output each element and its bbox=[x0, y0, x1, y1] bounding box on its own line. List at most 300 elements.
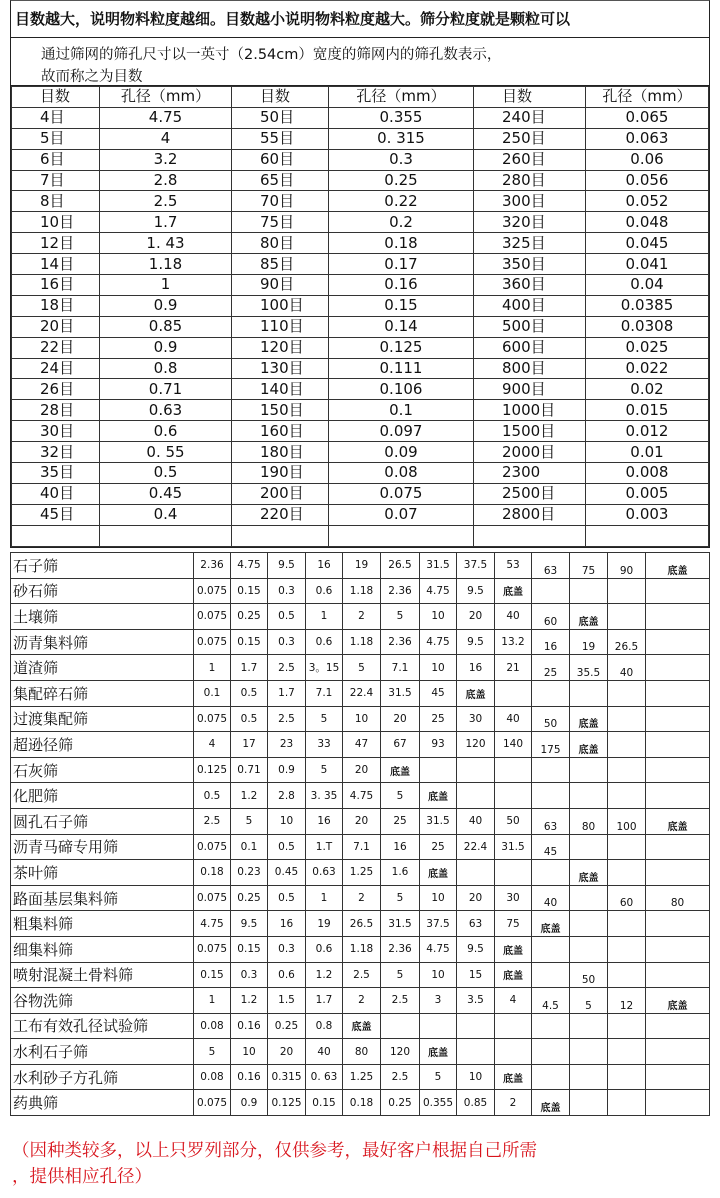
empty-cell bbox=[586, 525, 709, 546]
aperture-size-cell bbox=[532, 1039, 570, 1065]
mesh-count-cell: 250目 bbox=[474, 128, 586, 149]
aperture-size-cell: 0.63 bbox=[306, 860, 343, 886]
aperture-size-cell: 1 bbox=[194, 655, 231, 681]
aperture-size-cell: 0.3 bbox=[268, 936, 306, 962]
aperture-size-cell: 1.18 bbox=[343, 629, 381, 655]
mesh-count-cell: 70目 bbox=[232, 191, 329, 212]
aperture-size-cell: 0.08 bbox=[194, 1013, 231, 1039]
aperture-size-cell: 0.5 bbox=[194, 783, 231, 809]
bottom-pan-cell: 底盖 bbox=[495, 936, 532, 962]
aperture-size-cell: 9.5 bbox=[457, 629, 495, 655]
mesh-table-row bbox=[12, 504, 709, 525]
aperture-size-cell: 26.5 bbox=[381, 553, 420, 579]
aperture-size-cell: 0.075 bbox=[194, 706, 231, 732]
aperture-size-cell bbox=[646, 680, 710, 706]
mesh-size-section bbox=[10, 0, 710, 548]
mesh-count-cell: 1000目 bbox=[474, 400, 586, 421]
aperture-size-cell: 26.5 bbox=[608, 629, 646, 655]
aperture-size-cell: 1.7 bbox=[306, 988, 343, 1014]
empty-cell bbox=[329, 525, 474, 546]
aperture-size-cell bbox=[646, 911, 710, 937]
aperture-size-cell: 0.15 bbox=[231, 936, 268, 962]
aperture-cell: 0.01 bbox=[586, 442, 709, 463]
mesh-count-cell: 18目 bbox=[12, 295, 100, 316]
aperture-size-cell: 0.85 bbox=[457, 1090, 495, 1116]
aperture-size-cell bbox=[608, 706, 646, 732]
aperture-size-cell: 0.15 bbox=[231, 578, 268, 604]
aperture-size-cell: 45 bbox=[420, 680, 457, 706]
aperture-size-cell bbox=[646, 1013, 710, 1039]
mesh-count-cell: 30目 bbox=[12, 421, 100, 442]
aperture-size-cell: 16 bbox=[532, 629, 570, 655]
aperture-size-cell: 0.18 bbox=[194, 860, 231, 886]
aperture-size-cell bbox=[646, 860, 710, 886]
empty-cell bbox=[12, 525, 100, 546]
aperture-size-cell: 22.4 bbox=[457, 834, 495, 860]
mesh-count-cell: 6目 bbox=[12, 149, 100, 170]
aperture-size-cell: 16 bbox=[306, 553, 343, 579]
aperture-size-cell: 13.2 bbox=[495, 629, 532, 655]
mesh-table-body bbox=[12, 107, 709, 546]
sieve-type-name: 沥青集料筛 bbox=[11, 629, 194, 655]
aperture-size-cell: 33 bbox=[306, 732, 343, 758]
aperture-size-cell: 31.5 bbox=[495, 834, 532, 860]
sieve-table-row bbox=[11, 936, 710, 962]
aperture-size-cell: 1.18 bbox=[343, 936, 381, 962]
aperture-size-cell: 0.15 bbox=[194, 962, 231, 988]
aperture-cell: 0.106 bbox=[329, 379, 474, 400]
sieve-table-row bbox=[11, 553, 710, 579]
aperture-size-cell: 2.36 bbox=[381, 629, 420, 655]
aperture-size-cell: 16 bbox=[457, 655, 495, 681]
aperture-size-cell bbox=[495, 1039, 532, 1065]
mesh-count-cell: 360目 bbox=[474, 275, 586, 296]
sieve-table-row bbox=[11, 604, 710, 630]
aperture-size-cell bbox=[646, 732, 710, 758]
mesh-table-header-row bbox=[12, 87, 709, 108]
aperture-size-cell: 10 bbox=[420, 962, 457, 988]
sieve-table-row bbox=[11, 757, 710, 783]
sieve-table-row bbox=[11, 680, 710, 706]
bottom-pan-cell: 底盖 bbox=[420, 783, 457, 809]
aperture-size-cell: 50 bbox=[570, 962, 608, 988]
aperture-size-cell: 0.25 bbox=[231, 885, 268, 911]
aperture-size-cell: 0.18 bbox=[343, 1090, 381, 1116]
aperture-size-cell: 4.75 bbox=[194, 911, 231, 937]
aperture-size-cell: 4.75 bbox=[420, 936, 457, 962]
aperture-size-cell: 0.25 bbox=[231, 604, 268, 630]
aperture-size-cell: 10 bbox=[420, 604, 457, 630]
mesh-count-cell: 85目 bbox=[232, 254, 329, 275]
aperture-size-cell: 1.2 bbox=[306, 962, 343, 988]
mesh-count-cell: 130目 bbox=[232, 358, 329, 379]
mesh-count-cell: 2800目 bbox=[474, 504, 586, 525]
aperture-size-cell: 16 bbox=[306, 808, 343, 834]
aperture-size-cell: 19 bbox=[570, 629, 608, 655]
aperture-cell: 0.8 bbox=[100, 358, 232, 379]
aperture-size-cell bbox=[570, 680, 608, 706]
aperture-size-cell: 0.3 bbox=[231, 962, 268, 988]
aperture-cell: 0.09 bbox=[329, 442, 474, 463]
aperture-size-cell: 3。15 bbox=[306, 655, 343, 681]
aperture-size-cell: 20 bbox=[268, 1039, 306, 1065]
aperture-size-cell: 0.71 bbox=[231, 757, 268, 783]
aperture-size-cell: 1.7 bbox=[231, 655, 268, 681]
aperture-size-cell: 2 bbox=[495, 1090, 532, 1116]
aperture-size-cell: 4.75 bbox=[343, 783, 381, 809]
aperture-size-cell: 10 bbox=[343, 706, 381, 732]
aperture-size-cell bbox=[532, 860, 570, 886]
mesh-aperture-table bbox=[11, 86, 709, 547]
mesh-count-cell: 32目 bbox=[12, 442, 100, 463]
mesh-count-cell: 200目 bbox=[232, 483, 329, 504]
aperture-size-cell: 10 bbox=[457, 1064, 495, 1090]
disclaimer-line-2: ，提供相应孔径） bbox=[12, 1167, 152, 1187]
sieve-type-name: 茶叶筛 bbox=[11, 860, 194, 886]
aperture-size-cell: 0.6 bbox=[306, 936, 343, 962]
aperture-size-cell: 7.1 bbox=[343, 834, 381, 860]
aperture-size-cell bbox=[608, 1064, 646, 1090]
aperture-size-cell: 5 bbox=[381, 885, 420, 911]
mesh-count-cell: 600目 bbox=[474, 337, 586, 358]
aperture-size-cell: 17 bbox=[231, 732, 268, 758]
mesh-count-cell: 14目 bbox=[12, 254, 100, 275]
aperture-size-cell: 4.75 bbox=[420, 629, 457, 655]
aperture-size-cell: 120 bbox=[381, 1039, 420, 1065]
bottom-pan-cell: 底盖 bbox=[381, 757, 420, 783]
aperture-size-cell: 1.25 bbox=[343, 860, 381, 886]
aperture-size-cell: 5 bbox=[420, 1064, 457, 1090]
aperture-cell: 4 bbox=[100, 128, 232, 149]
aperture-size-cell: 4.75 bbox=[231, 553, 268, 579]
aperture-size-cell: 15 bbox=[457, 962, 495, 988]
mesh-table-row bbox=[12, 337, 709, 358]
mesh-table-row bbox=[12, 295, 709, 316]
aperture-size-cell: 0.15 bbox=[231, 629, 268, 655]
aperture-size-cell: 40 bbox=[495, 604, 532, 630]
aperture-size-cell: 0.075 bbox=[194, 834, 231, 860]
aperture-cell: 0.041 bbox=[586, 254, 709, 275]
aperture-size-cell: 0.08 bbox=[194, 1064, 231, 1090]
aperture-size-cell: 0.5 bbox=[268, 604, 306, 630]
intro-title: 目数越大，说明物料粒度越细。目数越小说明物料粒度越大。筛分粒度就是颗粒可以 bbox=[11, 1, 709, 38]
aperture-size-cell bbox=[646, 655, 710, 681]
mesh-table-row bbox=[12, 275, 709, 296]
aperture-size-cell: 0.075 bbox=[194, 1090, 231, 1116]
aperture-size-cell bbox=[570, 757, 608, 783]
aperture-cell: 1. 43 bbox=[100, 233, 232, 254]
aperture-size-cell: 30 bbox=[457, 706, 495, 732]
aperture-size-cell: 0.9 bbox=[231, 1090, 268, 1116]
aperture-size-cell: 31.5 bbox=[420, 553, 457, 579]
aperture-size-cell: 10 bbox=[268, 808, 306, 834]
aperture-size-cell: 2.5 bbox=[381, 988, 420, 1014]
aperture-size-cell: 25 bbox=[420, 706, 457, 732]
aperture-size-cell: 2.36 bbox=[381, 936, 420, 962]
aperture-size-cell bbox=[570, 1013, 608, 1039]
aperture-size-cell bbox=[381, 1013, 420, 1039]
aperture-size-cell: 0.25 bbox=[381, 1090, 420, 1116]
aperture-cell: 2.5 bbox=[100, 191, 232, 212]
sieve-type-name: 细集料筛 bbox=[11, 936, 194, 962]
aperture-cell: 0.18 bbox=[329, 233, 474, 254]
aperture-size-cell: 16 bbox=[268, 911, 306, 937]
empty-cell bbox=[474, 525, 586, 546]
aperture-size-cell: 1.6 bbox=[381, 860, 420, 886]
aperture-size-cell: 4.75 bbox=[420, 578, 457, 604]
aperture-cell: 0.022 bbox=[586, 358, 709, 379]
aperture-size-cell: 2.36 bbox=[381, 578, 420, 604]
mesh-count-cell: 190目 bbox=[232, 463, 329, 484]
mesh-count-cell: 350目 bbox=[474, 254, 586, 275]
aperture-size-cell: 10 bbox=[420, 885, 457, 911]
column-header: 目数 bbox=[474, 87, 586, 108]
aperture-cell: 0.005 bbox=[586, 483, 709, 504]
mesh-count-cell: 10目 bbox=[12, 212, 100, 233]
aperture-size-cell: 80 bbox=[646, 885, 710, 911]
aperture-size-cell: 5 bbox=[231, 808, 268, 834]
sieve-type-name: 谷物洗筛 bbox=[11, 988, 194, 1014]
aperture-size-cell: 0.23 bbox=[231, 860, 268, 886]
aperture-size-cell bbox=[570, 885, 608, 911]
aperture-size-cell: 5 bbox=[570, 988, 608, 1014]
aperture-cell: 0.052 bbox=[586, 191, 709, 212]
aperture-cell: 0.02 bbox=[586, 379, 709, 400]
aperture-cell: 0.45 bbox=[100, 483, 232, 504]
mesh-count-cell: 100目 bbox=[232, 295, 329, 316]
aperture-size-cell bbox=[532, 1013, 570, 1039]
aperture-size-cell: 80 bbox=[343, 1039, 381, 1065]
aperture-size-cell: 40 bbox=[608, 655, 646, 681]
aperture-size-cell: 22.4 bbox=[343, 680, 381, 706]
aperture-size-cell: 0.45 bbox=[268, 860, 306, 886]
aperture-size-cell: 2.5 bbox=[268, 706, 306, 732]
aperture-size-cell: 5 bbox=[306, 706, 343, 732]
sieve-type-name: 石子筛 bbox=[11, 553, 194, 579]
aperture-size-cell: 0.075 bbox=[194, 604, 231, 630]
aperture-size-cell: 19 bbox=[306, 911, 343, 937]
aperture-size-cell bbox=[570, 578, 608, 604]
aperture-size-cell: 9.5 bbox=[457, 578, 495, 604]
aperture-size-cell: 1 bbox=[306, 885, 343, 911]
aperture-size-cell: 30 bbox=[495, 885, 532, 911]
intro-note-line-1: 通过筛网的筛孔尺寸以一英寸（2.54cm）宽度的筛网内的筛孔数表示， bbox=[41, 47, 502, 63]
mesh-table-row bbox=[12, 107, 709, 128]
aperture-size-cell bbox=[570, 783, 608, 809]
sieve-table-row bbox=[11, 1013, 710, 1039]
aperture-size-cell: 0.16 bbox=[231, 1064, 268, 1090]
mesh-count-cell: 2000目 bbox=[474, 442, 586, 463]
aperture-size-cell bbox=[608, 578, 646, 604]
aperture-size-cell: 2 bbox=[343, 885, 381, 911]
mesh-count-cell: 45目 bbox=[12, 504, 100, 525]
aperture-size-cell: 67 bbox=[381, 732, 420, 758]
aperture-size-cell bbox=[608, 757, 646, 783]
mesh-count-cell: 26目 bbox=[12, 379, 100, 400]
aperture-size-cell bbox=[608, 936, 646, 962]
aperture-cell: 0.15 bbox=[329, 295, 474, 316]
aperture-cell: 0.16 bbox=[329, 275, 474, 296]
sieve-series-section bbox=[10, 552, 710, 1116]
mesh-count-cell: 2300 bbox=[474, 463, 586, 484]
aperture-cell: 0.015 bbox=[586, 400, 709, 421]
sieve-table-row bbox=[11, 783, 710, 809]
aperture-size-cell bbox=[646, 629, 710, 655]
aperture-cell: 0.075 bbox=[329, 483, 474, 504]
mesh-table-row bbox=[12, 421, 709, 442]
mesh-count-cell: 300目 bbox=[474, 191, 586, 212]
aperture-size-cell bbox=[532, 936, 570, 962]
mesh-table-row bbox=[12, 149, 709, 170]
sieve-table-row bbox=[11, 578, 710, 604]
aperture-size-cell: 0.075 bbox=[194, 629, 231, 655]
sieve-type-name: 水利砂子方孔筛 bbox=[11, 1064, 194, 1090]
aperture-size-cell: 20 bbox=[343, 757, 381, 783]
mesh-table-row bbox=[12, 483, 709, 504]
aperture-size-cell: 1.7 bbox=[268, 680, 306, 706]
mesh-count-cell: 24目 bbox=[12, 358, 100, 379]
sieve-type-name: 石灰筛 bbox=[11, 757, 194, 783]
aperture-cell: 0.25 bbox=[329, 170, 474, 191]
sieve-type-name: 粗集料筛 bbox=[11, 911, 194, 937]
aperture-cell: 0.9 bbox=[100, 337, 232, 358]
mesh-count-cell: 320目 bbox=[474, 212, 586, 233]
sieve-table-row bbox=[11, 732, 710, 758]
mesh-count-cell: 260目 bbox=[474, 149, 586, 170]
aperture-size-cell: 75 bbox=[570, 553, 608, 579]
aperture-cell: 0.012 bbox=[586, 421, 709, 442]
mesh-count-cell: 140目 bbox=[232, 379, 329, 400]
aperture-size-cell bbox=[532, 680, 570, 706]
aperture-size-cell: 0.5 bbox=[231, 680, 268, 706]
mesh-count-cell: 500目 bbox=[474, 316, 586, 337]
aperture-cell: 0.2 bbox=[329, 212, 474, 233]
aperture-size-cell: 0.125 bbox=[268, 1090, 306, 1116]
mesh-count-cell: 75目 bbox=[232, 212, 329, 233]
mesh-table-empty-row bbox=[12, 525, 709, 546]
sieve-table-row bbox=[11, 1039, 710, 1065]
mesh-count-cell: 1500目 bbox=[474, 421, 586, 442]
column-header: 孔径（mm） bbox=[100, 87, 232, 108]
aperture-size-cell bbox=[420, 757, 457, 783]
sieve-table-row bbox=[11, 911, 710, 937]
aperture-size-cell: 0.3 bbox=[268, 629, 306, 655]
sieve-type-name: 砂石筛 bbox=[11, 578, 194, 604]
aperture-cell: 0.3 bbox=[329, 149, 474, 170]
column-header: 目数 bbox=[12, 87, 100, 108]
aperture-size-cell: 40 bbox=[532, 885, 570, 911]
aperture-cell: 0.111 bbox=[329, 358, 474, 379]
aperture-size-cell bbox=[457, 783, 495, 809]
aperture-size-cell bbox=[532, 962, 570, 988]
aperture-cell: 0.125 bbox=[329, 337, 474, 358]
sieve-type-name: 过渡集配筛 bbox=[11, 706, 194, 732]
bottom-pan-cell: 底盖 bbox=[570, 706, 608, 732]
aperture-size-cell bbox=[646, 1064, 710, 1090]
aperture-size-cell: 40 bbox=[495, 706, 532, 732]
aperture-size-cell: 10 bbox=[420, 655, 457, 681]
bottom-pan-cell: 底盖 bbox=[570, 732, 608, 758]
aperture-size-cell bbox=[646, 706, 710, 732]
aperture-size-cell bbox=[608, 680, 646, 706]
mesh-count-cell: 80目 bbox=[232, 233, 329, 254]
aperture-size-cell: 31.5 bbox=[381, 680, 420, 706]
aperture-size-cell bbox=[608, 1090, 646, 1116]
aperture-size-cell: 0.6 bbox=[306, 629, 343, 655]
mesh-count-cell: 90目 bbox=[232, 275, 329, 296]
aperture-size-cell: 9.5 bbox=[231, 911, 268, 937]
aperture-size-cell: 0.9 bbox=[268, 757, 306, 783]
aperture-size-cell: 1.25 bbox=[343, 1064, 381, 1090]
aperture-cell: 0.17 bbox=[329, 254, 474, 275]
aperture-size-cell: 4 bbox=[194, 732, 231, 758]
intro-note-line-2: 故而称之为目数 bbox=[41, 69, 143, 85]
aperture-size-cell: 21 bbox=[495, 655, 532, 681]
aperture-cell: 0.003 bbox=[586, 504, 709, 525]
sieve-type-name: 土壤筛 bbox=[11, 604, 194, 630]
aperture-cell: 0.045 bbox=[586, 233, 709, 254]
aperture-cell: 1.7 bbox=[100, 212, 232, 233]
aperture-size-cell: 9.5 bbox=[457, 936, 495, 962]
aperture-size-cell: 12 bbox=[608, 988, 646, 1014]
aperture-cell: 0.85 bbox=[100, 316, 232, 337]
aperture-size-cell: 5 bbox=[194, 1039, 231, 1065]
mesh-count-cell: 8目 bbox=[12, 191, 100, 212]
mesh-table-row bbox=[12, 212, 709, 233]
aperture-size-cell: 0.25 bbox=[268, 1013, 306, 1039]
aperture-size-cell: 40 bbox=[306, 1039, 343, 1065]
column-header: 孔径（mm） bbox=[586, 87, 709, 108]
mesh-table-row bbox=[12, 254, 709, 275]
aperture-size-cell: 0.16 bbox=[231, 1013, 268, 1039]
bottom-pan-cell: 底盖 bbox=[570, 860, 608, 886]
aperture-size-cell bbox=[608, 911, 646, 937]
aperture-size-cell: 0.6 bbox=[306, 578, 343, 604]
aperture-cell: 0.025 bbox=[586, 337, 709, 358]
aperture-size-cell: 0.1 bbox=[231, 834, 268, 860]
aperture-size-cell bbox=[608, 604, 646, 630]
sieve-table-row bbox=[11, 1064, 710, 1090]
aperture-size-cell: 0.5 bbox=[231, 706, 268, 732]
aperture-size-cell: 2.8 bbox=[268, 783, 306, 809]
aperture-size-cell: 20 bbox=[457, 604, 495, 630]
aperture-size-cell: 5 bbox=[343, 655, 381, 681]
aperture-cell: 3.2 bbox=[100, 149, 232, 170]
mesh-table-row bbox=[12, 400, 709, 421]
aperture-size-cell: 9.5 bbox=[268, 553, 306, 579]
aperture-size-cell bbox=[457, 1013, 495, 1039]
aperture-size-cell bbox=[646, 604, 710, 630]
aperture-size-cell bbox=[608, 732, 646, 758]
bottom-pan-cell: 底盖 bbox=[457, 680, 495, 706]
aperture-size-cell: 50 bbox=[495, 808, 532, 834]
aperture-cell: 0.0385 bbox=[586, 295, 709, 316]
sieve-table-row bbox=[11, 885, 710, 911]
aperture-size-cell: 20 bbox=[381, 706, 420, 732]
mesh-count-cell: 800目 bbox=[474, 358, 586, 379]
mesh-count-cell: 60目 bbox=[232, 149, 329, 170]
aperture-size-cell: 175 bbox=[532, 732, 570, 758]
aperture-cell: 0.048 bbox=[586, 212, 709, 233]
aperture-size-cell bbox=[570, 936, 608, 962]
aperture-size-cell: 0.125 bbox=[194, 757, 231, 783]
mesh-table-row bbox=[12, 191, 709, 212]
mesh-count-cell: 22目 bbox=[12, 337, 100, 358]
aperture-size-cell: 1 bbox=[306, 604, 343, 630]
mesh-count-cell: 160目 bbox=[232, 421, 329, 442]
mesh-count-cell: 5目 bbox=[12, 128, 100, 149]
aperture-cell: 0. 315 bbox=[329, 128, 474, 149]
